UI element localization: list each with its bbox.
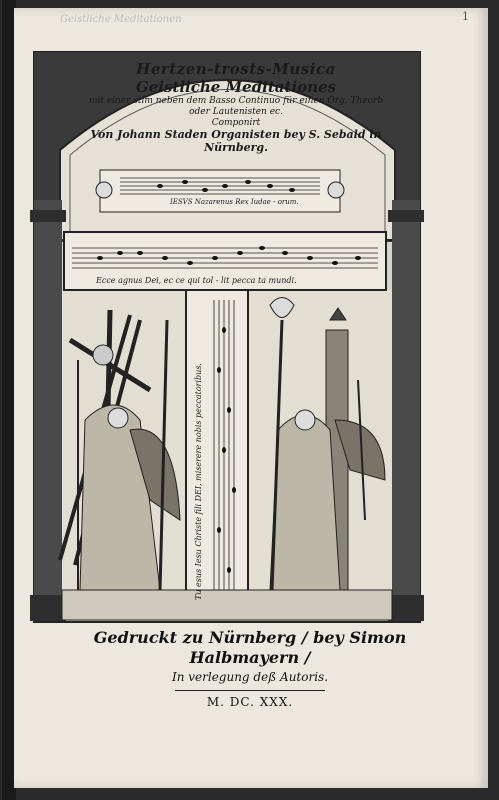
title-block	[86, 60, 386, 154]
title-line-5: Von Johann Staden Organisten bey S. Sebald in Nürnberg.	[90, 128, 382, 154]
title-line-2: Geistliche Meditationes	[135, 78, 337, 96]
stem-lyric: Tu esus Iesu Christe fili DEI, miserere nobis peccatoribus.	[194, 363, 203, 600]
imprint-block	[60, 628, 440, 709]
title-line-3: mit einer stim neben dem Basso Continuo für einen Org. Theorb oder Lautenisten ec.	[88, 96, 384, 117]
scroll-lyric: IESVS Nazarenus Rex Iudae - orum.	[170, 198, 299, 206]
crossbar-lyric: Ecce agnus Dei, ec ce qui tol - lit pecca ta mundi.	[96, 276, 297, 285]
bleed-through-text: Geistliche Meditationen	[60, 14, 182, 25]
title-line-4: Componirt	[211, 118, 261, 128]
imprint-rule	[175, 690, 325, 691]
imprint-year: M. DC. XXX.	[206, 695, 294, 709]
page-number: 1	[462, 10, 469, 23]
imprint-line-2: Halbmayern /	[189, 648, 311, 667]
imprint-line-3: In verlegung deß Autoris.	[171, 670, 329, 684]
imprint-line-1: Gedruckt zu Nürnberg / bey Simon	[93, 628, 407, 647]
title-line-1: Hertzen-trosts-Musica	[136, 60, 336, 78]
